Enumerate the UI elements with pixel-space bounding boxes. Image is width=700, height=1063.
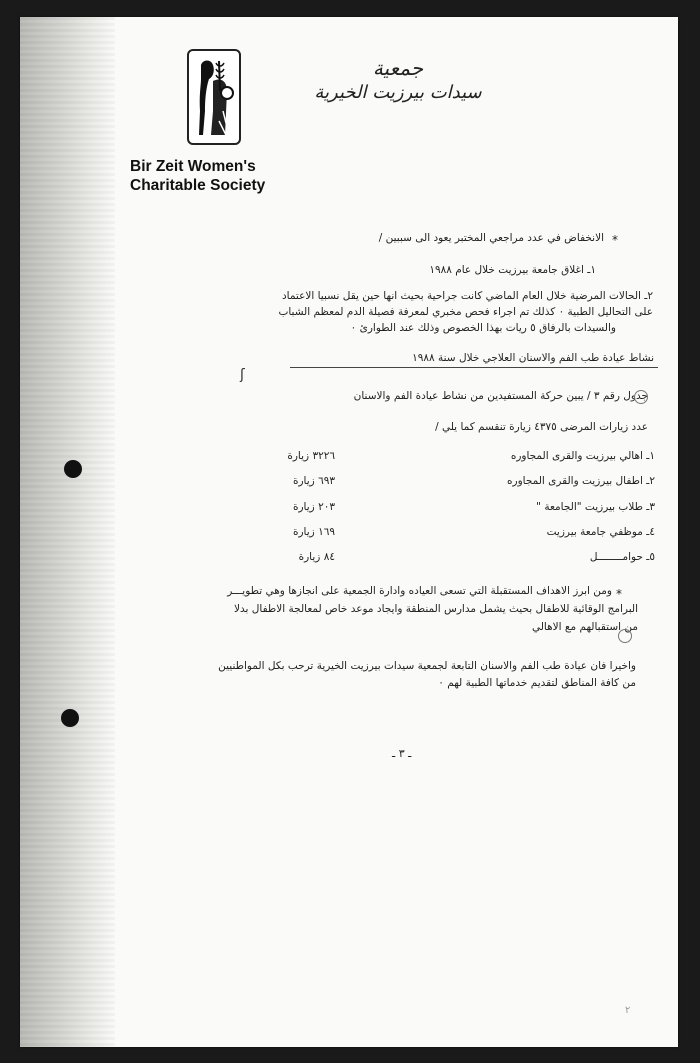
visit-label: ٢ـ اطفال بيرزيت والقرى المجاوره: [507, 475, 655, 487]
margin-circle-mark-2: [618, 629, 632, 643]
visit-label: ٥ـ حوامــــــــل: [589, 551, 655, 563]
org-name-ar-line1: جمعية: [372, 56, 424, 80]
intro-lead: الانخفاض في عدد مراجعي المختبر يعود الى سببين /: [378, 232, 604, 244]
reason-2-line1: ٢ـ الحالات المرضية خلال العام الماضي كانت جراحية بحيث انها حين يقل نسبيا الاعتماد: [281, 290, 653, 302]
goals-line1: ومن ابرز الاهداف المستقبلة التي تسعى العياده وادارة الجمعية على انجازها وهي تطويـــر: [227, 585, 612, 597]
closing-line2: من كافة المناطق لتقديم خدماتها الطبية لهم ٠: [438, 677, 636, 689]
visit-count: ٦٩٣ زيارة: [292, 475, 335, 487]
org-name-arabic: [308, 55, 488, 105]
goals-line3: من استقبالهم مع الاهالي: [531, 621, 638, 633]
visit-count: ٣٢٢٦ زيارة: [287, 450, 335, 462]
section-heading: نشاط عيادة طب الفم والاسنان العلاجي خلال سنة ١٩٨٨: [412, 352, 654, 364]
org-name-en-line1: Bir Zeit Women's: [130, 158, 256, 175]
reason-1: ١ـ اغلاق جامعة بيرزيت خلال عام ١٩٨٨: [429, 264, 596, 276]
page-number: ـ ٣ ـ: [392, 747, 412, 760]
society-logo-icon: [187, 49, 241, 145]
visit-label: ٣ـ طلاب بيرزيت "الجامعة ": [536, 501, 655, 513]
org-name-english: [130, 157, 340, 195]
reason-2-line2: على التحاليل الطبية ٠ كذلك تم اجراء فحص مخبري لمعرفة فصيلة الدم لمعظم الشباب: [278, 306, 653, 318]
punch-hole-bottom: [61, 709, 79, 727]
visits-intro: عدد زيارات المرضى ٤٣٧٥ زيارة تنقسم كما يلي /: [435, 421, 648, 433]
org-name-ar-line2: سيدات بيرزيت الخيرية: [314, 82, 482, 103]
visit-count: ٨٤ زيارة: [298, 551, 335, 563]
list-item: [255, 551, 655, 569]
closing-line1: واخيرا فان عيادة طب الفم والاسنان التابعة لجمعية سيدات بيرزيت الخيرية ترحب بكل المواطنيين: [218, 660, 636, 672]
corner-mark: ٢: [625, 1005, 631, 1016]
scan-shadow: [20, 17, 115, 1047]
list-item: [255, 501, 655, 519]
list-item: [255, 526, 655, 544]
visit-label: ٤ـ موظفي جامعة بيرزيت: [546, 526, 655, 538]
heading-underline: [290, 367, 658, 368]
margin-circle-mark: [634, 390, 648, 404]
visit-label: ١ـ اهالي بيرزيت والقرى المجاوره: [510, 450, 655, 462]
bullet-intro: *: [612, 233, 618, 247]
handwritten-mark: ʃ: [240, 367, 245, 383]
document-page: [20, 17, 678, 1047]
reason-2-line3: والسيدات بالرفاق ٥ ريات بهذا الخصوص وذلك عند الطوارئ ٠: [350, 322, 616, 334]
bullet-goals: *: [616, 587, 622, 601]
list-item: [255, 475, 655, 493]
table-caption: جدول رقم ٣ / يبين حركة المستفيدين من نشاط عيادة الفم والاسنان: [353, 390, 648, 402]
visit-count: ١٦٩ زيارة: [292, 526, 335, 538]
goals-line2: البرامج الوقائية للاطفال بحيث يشمل مدارس المنطقة وايجاد موعد خاص لمعالجة الاطفال بدلا: [234, 603, 638, 615]
org-name-en-line2: Charitable Society: [130, 177, 266, 194]
punch-hole-top: [64, 460, 82, 478]
list-item: [255, 450, 655, 468]
visit-count: ٢٠٣ زيارة: [292, 501, 335, 513]
